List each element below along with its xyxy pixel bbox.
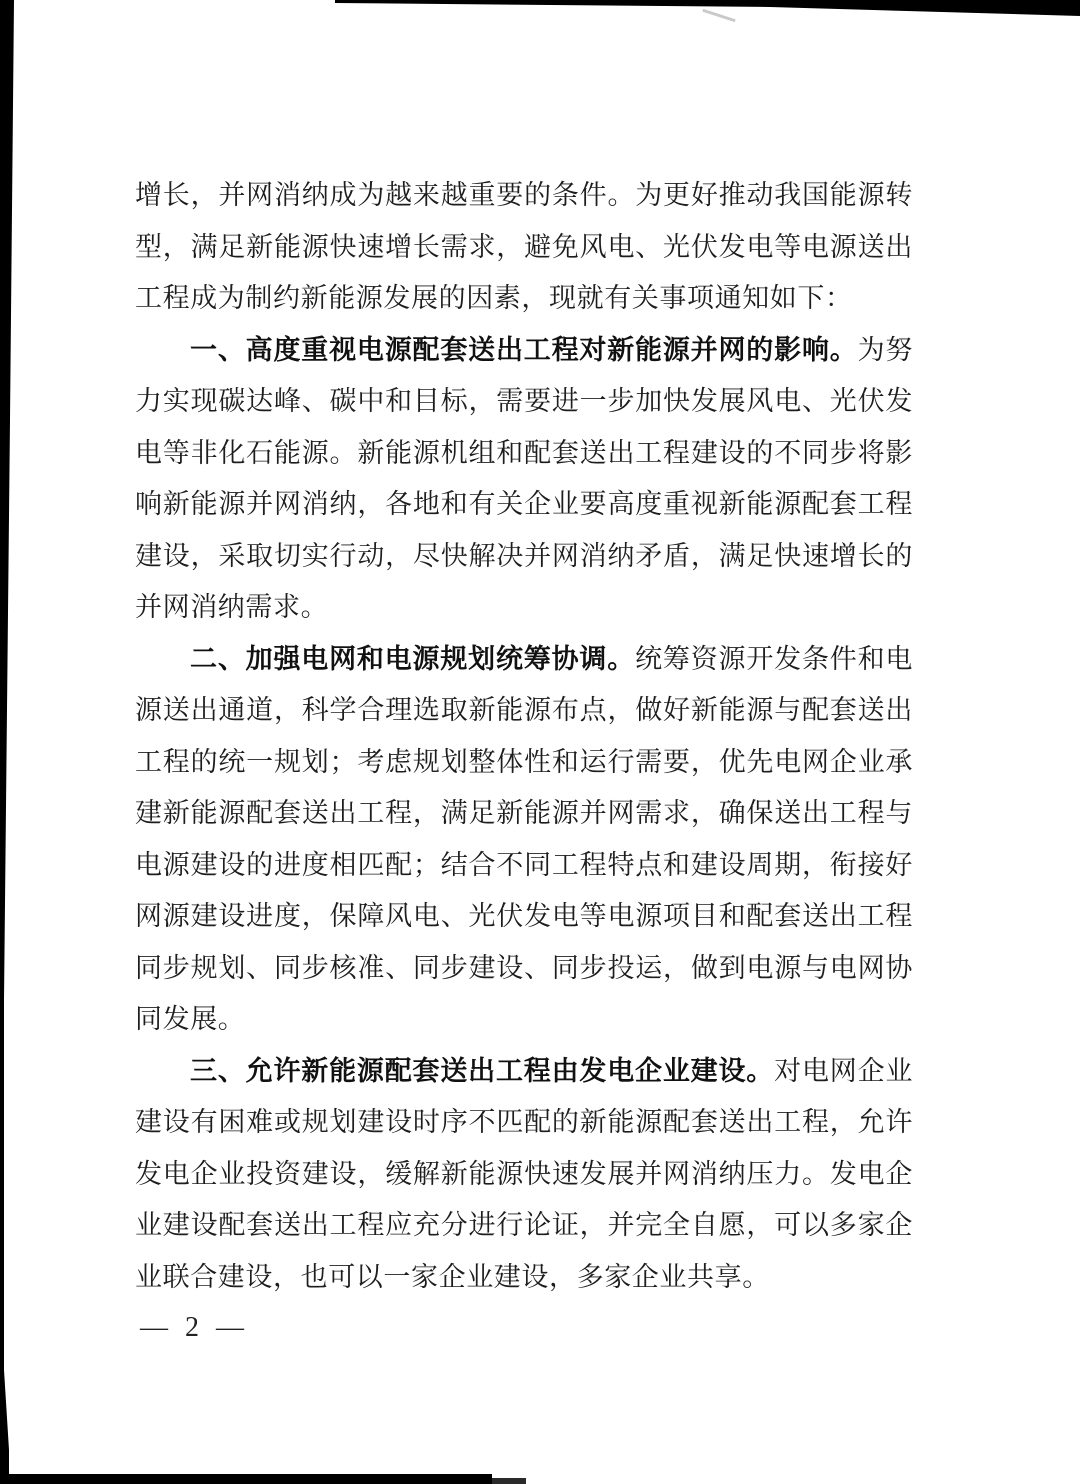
scan-artifact-bottom-edge [0, 1474, 492, 1484]
document-body-text [135, 170, 913, 1303]
section-1-heading: 一、高度重视电源配套送出工程对新能源并网的影响。 [190, 334, 858, 365]
paragraph-section-1 [135, 325, 913, 634]
scan-smudge-mark [702, 9, 735, 22]
scan-artifact-left-edge [0, 0, 20, 1484]
scan-artifact-bottom-edge-tail [492, 1478, 526, 1484]
section-2-body: 统筹资源开发条件和电源送出通道，科学合理选取新能源布点，做好新能源与配套送出工程的统一规划；考虑规划整体性和运行需要，优先电网企业承建新能源配套送出工程，满足新能源并网需求，确保送出工程与电源建设的进度相匹配；结合不同工程特点和建设周期，衔接好网源建设进度，保障风电、光伏发电等电源项目和配套送出工程同步规划、同步核准、同步建设、同步投运，做到电源与电网协同发展。 [135, 643, 914, 1034]
page-number: — 2 — [140, 1312, 246, 1343]
paragraph-section-2 [135, 634, 913, 1046]
paragraph-section-3 [135, 1046, 913, 1304]
section-3-heading: 三、允许新能源配套送出工程由发电企业建设。 [190, 1055, 775, 1086]
section-3-body: 对电网企业建设有困难或规划建设时序不匹配的新能源配套送出工程，允许发电企业投资建设，缓解新能源快速发展并网消纳压力。发电企业建设配套送出工程应充分进行论证，并完全自愿，可以多家企业联合建设，也可以一家企业建设，多家企业共享。 [135, 1055, 914, 1292]
paragraph-intro [135, 170, 913, 325]
section-2-heading: 二、加强电网和电源规划统筹协调。 [190, 643, 636, 674]
section-1-body: 为努力实现碳达峰、碳中和目标，需要进一步加快发展风电、光伏发电等非化石能源。新能源机组和配套送出工程建设的不同步将影响新能源并网消纳，各地和有关企业要高度重视新能源配套工程建设，采取切实行动，尽快解决并网消纳矛盾，满足快速增长的并网消纳需求。 [135, 334, 913, 622]
scan-artifact-top-edge [0, 0, 1080, 20]
paragraph-intro-text: 增长，并网消纳成为越来越重要的条件。为更好推动我国能源转型，满足新能源快速增长需求，避免风电、光伏发电等电源送出工程成为制约新能源发展的因素，现就有关事项通知如下： [135, 180, 913, 313]
